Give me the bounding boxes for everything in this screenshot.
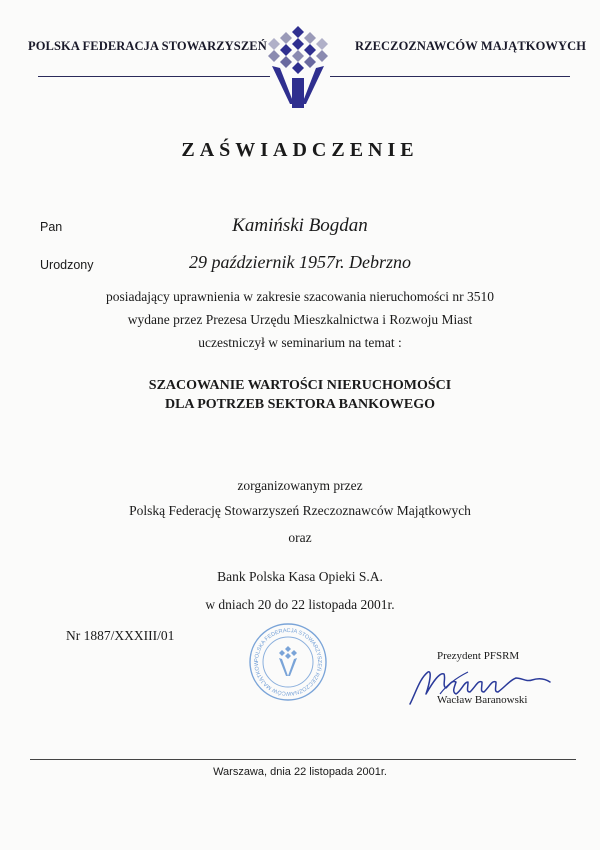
- certificate-number: Nr 1887/XXXIII/01: [66, 628, 175, 643]
- seminar-topic-line-1: SZACOWANIE WARTOŚCI NIERUCHOMOŚCI: [148, 378, 452, 393]
- body-line-1: posiadający uprawnienia w zakresie szacowania nieruchomości nr 3510: [106, 289, 494, 304]
- and-text: oraz: [288, 530, 312, 545]
- signer-title: Prezydent PFSRM: [437, 650, 520, 662]
- document-title: ZAŚWIADCZENIE: [181, 139, 419, 161]
- header-right-text: RZECZOZNAWCÓW MAJĄTKOWYCH: [355, 39, 587, 53]
- pan-label: Pan: [40, 220, 63, 234]
- footer-place-date: Warszawa, dnia 22 listopada 2001r.: [213, 766, 387, 778]
- body-line-2: wydane przez Prezesa Urzędu Mieszkalnictwa i Rozwoju Miast: [127, 312, 473, 327]
- header-left-text: POLSKA FEDERACJA STOWARZYSZEŃ: [28, 39, 267, 53]
- organizer-1: Polską Federację Stowarzyszeń Rzeczoznawców Majątkowych: [129, 503, 471, 518]
- birth-info: 29 październik 1957r. Debrzno: [188, 252, 411, 272]
- signer-name: Wacław Baranowski: [437, 694, 528, 706]
- recipient-name: Kamiński Bogdan: [232, 215, 368, 236]
- born-label: Urodzony: [40, 258, 94, 272]
- stamp-text: POLSKA FEDERACJA STOWARZYSZEŃ RZECZOZNAWCÓW MAJĄTKOW: [253, 627, 323, 697]
- header-rule-right: [330, 76, 570, 77]
- stamp-emblem: [279, 646, 297, 676]
- seminar-dates: w dniach 20 do 22 listopada 2001r.: [205, 597, 395, 612]
- round-stamp: [248, 622, 328, 702]
- federation-logo: [268, 26, 332, 108]
- organizer-2: Bank Polska Kasa Opieki S.A.: [217, 569, 383, 584]
- seminar-topic-line-2: DLA POTRZEB SEKTORA BANKOWEGO: [164, 397, 436, 412]
- footer-rule: [30, 759, 576, 760]
- body-line-3: uczestniczył w seminarium na temat :: [198, 335, 402, 350]
- organized-by-text: zorganizowanym przez: [237, 478, 363, 493]
- header-rule-left: [38, 76, 270, 77]
- svg-text:POLSKA FEDERACJA STOWARZYSZEŃ: [248, 622, 323, 696]
